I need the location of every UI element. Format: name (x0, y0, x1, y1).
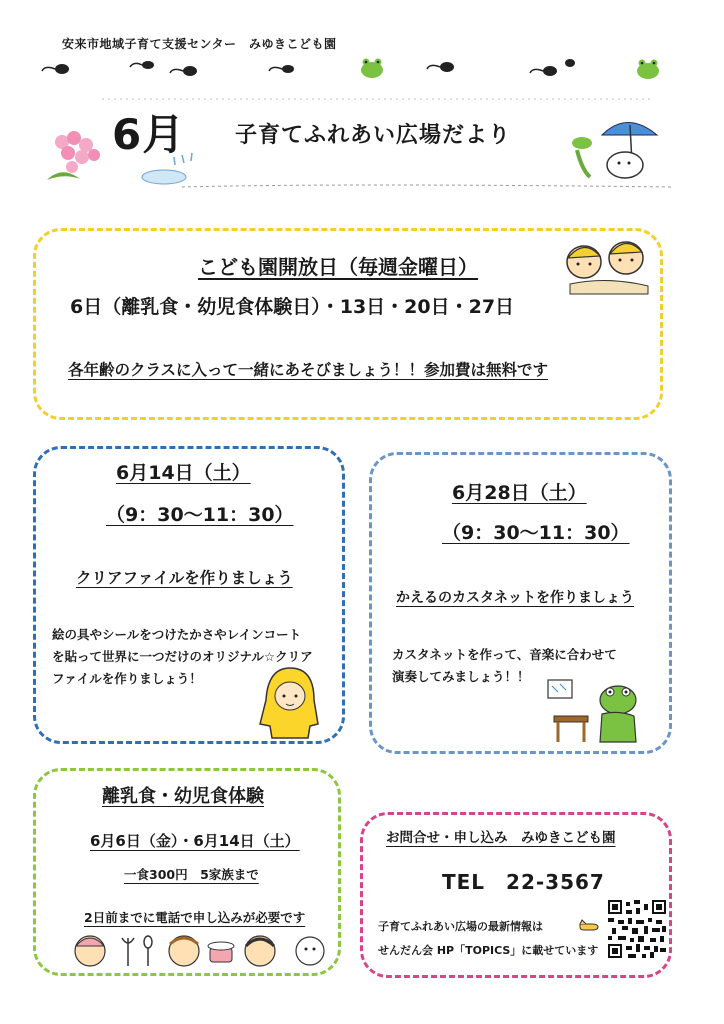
tadpole-icon (42, 64, 69, 74)
tadpole-icon (269, 65, 294, 73)
event1-title: クリアファイルを作りましょう (76, 569, 293, 587)
pointing-hand-icon (578, 916, 600, 934)
event1-desc-line3: ファイルを作りましょう！ (52, 671, 202, 686)
tadpole-icon (530, 66, 557, 76)
raincoat-child-icon (256, 664, 322, 744)
contact-heading: お問合せ・申し込み みゆきこども園 (386, 830, 616, 846)
children-icon (562, 232, 654, 298)
newsletter-title: 子育てふれあい広場だより (235, 123, 512, 148)
tadpole-icon (427, 62, 454, 72)
organization-name: 安来市地域子育て支援センター みゆきこども園 (62, 37, 337, 51)
event2-title: かえるのカスタネットを作りましょう (396, 590, 634, 606)
qr-code[interactable] (608, 900, 666, 958)
contact-tel: TEL 22-3567 (442, 870, 605, 894)
month-label: 6月 (112, 110, 186, 159)
open-day-heading: こども園開放日（毎週金曜日） (198, 255, 478, 279)
food-title: 離乳食・幼児食体験 (102, 786, 264, 807)
event2-date: 6月28日（土） (452, 482, 587, 504)
hydrangea-icon (47, 131, 100, 180)
open-day-note: 各年齢のクラスに入って一緒にあそびましょう！！参加費は無料です (68, 361, 549, 379)
tadpole-icon (565, 59, 575, 67)
event1-desc-line2: を貼って世界に一つだけのオリジナル☆クリア (52, 649, 313, 664)
baby-food-icons (70, 932, 330, 970)
food-dates: 6月6日（金）・6月14日（土） (90, 832, 300, 850)
tadpole-icon (130, 61, 154, 69)
sheep-umbrella-icon (572, 123, 657, 179)
event2-desc-line1: カスタネットを作って、音楽に合わせて (392, 647, 617, 662)
event2-desc-line2: 演奏してみましょう！！ (392, 669, 530, 684)
event1-date: 6月14日（土） (116, 462, 251, 484)
contact-info-line2: せんだん会 HP「TOPICS」に載せています (378, 944, 599, 957)
event1-time: （9：30〜11：30） (106, 504, 294, 526)
tadpole-icon (170, 66, 197, 76)
event2-time: （9：30〜11：30） (442, 522, 630, 544)
event1-desc-line1: 絵の具やシールをつけたかさやレインコート (52, 627, 302, 642)
tadpole-row (40, 55, 680, 81)
food-price: 一食300円 5家族まで (124, 867, 259, 882)
open-day-dates: 6日（離乳食・幼児食体験日）・13日・20日・27日 (70, 296, 515, 318)
frog-at-table-icon (540, 676, 646, 748)
contact-info-line1: 子育てふれあい広場の最新情報は (378, 920, 543, 933)
frog-icon (637, 60, 659, 80)
frog-icon (361, 59, 383, 79)
food-note: 2日前までに電話で申し込みが必要です (84, 910, 306, 925)
